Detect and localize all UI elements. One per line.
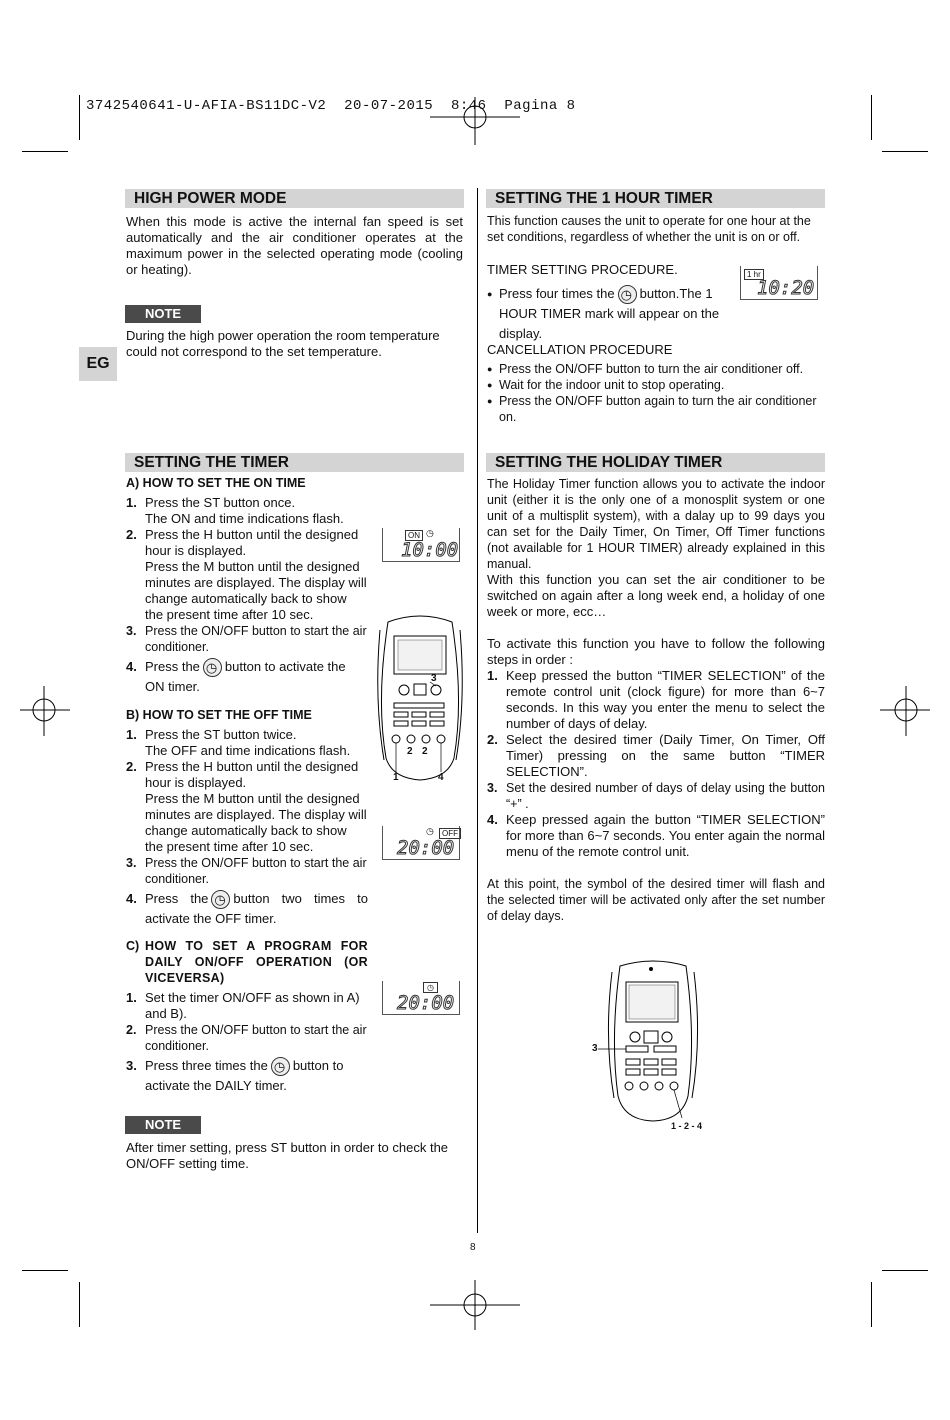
on-time-heading: A) HOW TO SET THE ON TIME xyxy=(126,476,306,490)
lcd-daily-display xyxy=(382,981,460,1015)
lcd-1hr-display xyxy=(740,266,818,300)
callout-4: 4 xyxy=(438,772,444,783)
high-power-title: HIGH POWER MODE xyxy=(125,189,464,208)
crop-mark xyxy=(882,151,928,152)
step-item: 2. Press the H button until the designed hour is displayed. Press the M button until the designed minutes are displayed. The display will change automatically back to show the present time after 10 sec. xyxy=(126,759,367,854)
step-item: 3. Press three times the◷ button to activate the DAILY timer. xyxy=(126,1056,368,1096)
registration-mark xyxy=(20,686,70,736)
step-item: 1. Press the ST button once. The ON and time indications flash. xyxy=(126,495,344,526)
file-header: 3742540641-U-AFIA-BS11DC-V2 20-07-2015 8:46 Pagina 8 xyxy=(86,98,576,114)
high-power-body: When this mode is active the internal fan speed is set automatically and the air conditioner operates at the maximum power in the selected operating mode (cooling or heating). xyxy=(126,214,463,277)
callout-2: 2 xyxy=(407,746,413,757)
crop-mark xyxy=(871,95,872,140)
callout-3: 3 xyxy=(592,1043,598,1054)
holiday-p3: To activate this function you have to follow the following steps in order : xyxy=(487,636,825,667)
page-number: 8 xyxy=(470,1242,476,1253)
lcd-time: 20:00 xyxy=(397,837,455,859)
callout-1-2-4: 1 - 2 - 4 xyxy=(671,1121,703,1131)
step-item: 1. Set the timer ON/OFF as shown in A) and B). xyxy=(126,990,360,1021)
holiday-steps xyxy=(487,668,825,860)
program-steps xyxy=(126,990,368,1096)
crop-mark xyxy=(882,1270,928,1271)
holiday-p1: The Holiday Timer function allows you to activate the indoor unit (either it is the only one of a monosplit system or one unit of a multisplit system), with a dalay up to 99 days you can set for the Daily Timer, On Timer, Off Timer functions (not available for 1 HOUR TIMER) already explained in this manual. xyxy=(487,477,825,571)
step-item: 1. Keep pressed the button “TIMER SELECTION” of the remote control unit (clock figure) for more than 6~7 seconds. In this way you enter the menu to select the number of days of delay. xyxy=(487,668,825,731)
procedure-item: ● Press four times the◷ button.The 1 HOUR TIMER mark will appear on the display. xyxy=(487,284,727,344)
remote-control-illustration xyxy=(598,958,708,1128)
holiday-p4: At this point, the symbol of the desired timer will flash and the selected timer will be activated only after the set number of delay days. xyxy=(487,877,825,923)
cancellation-item: ● Press the ON/OFF button again to turn the air conditioner on. xyxy=(487,393,827,425)
timer-clock-icon xyxy=(211,890,230,909)
step-item: 2. Select the desired timer (Daily Timer, On Timer, Off Timer) pressing on the same button “TIMER SELECTION”. xyxy=(487,732,825,779)
crop-mark xyxy=(22,1270,68,1271)
timer-clock-icon xyxy=(271,1057,290,1076)
clock-indicator-icon: ◷ xyxy=(426,528,434,538)
program-heading: C) HOW TO SET A PROGRAM FOR DAILY ON/OFF OPERATION (OR VICEVERSA) xyxy=(126,939,368,985)
on-indicator: ON xyxy=(405,530,423,541)
cancellation-list xyxy=(487,361,827,425)
registration-mark xyxy=(880,686,930,736)
column-divider xyxy=(477,188,478,1233)
timer-procedure-label: TIMER SETTING PROCEDURE. xyxy=(487,262,678,277)
off-time-heading: B) HOW TO SET THE OFF TIME xyxy=(126,708,312,722)
step-item: 4. Press the◷ button two times to activate the OFF timer. xyxy=(126,889,368,929)
on-time-steps xyxy=(126,495,368,697)
registration-mark xyxy=(430,1280,520,1330)
hour-timer-intro: This function causes the unit to operate for one hour at the set conditions, regardless of whether the unit is on or off. xyxy=(487,214,811,244)
lcd-time: 10:00 xyxy=(401,539,459,561)
hour-timer-title: SETTING THE 1 HOUR TIMER xyxy=(486,189,825,208)
remote-control-illustration xyxy=(370,610,470,790)
note-label: NOTE xyxy=(125,305,201,323)
procedure-list xyxy=(487,284,727,344)
callout-2: 2 xyxy=(422,746,428,757)
step-item: 1. Press the ST button twice. The OFF and time indications flash. xyxy=(126,727,351,758)
holiday-timer-title: SETTING THE HOLIDAY TIMER xyxy=(486,453,825,472)
timer-note: After timer setting, press ST button in order to check the ON/OFF setting time. xyxy=(126,1140,449,1171)
lcd-time: 20:00 xyxy=(397,992,455,1014)
note-label: NOTE xyxy=(125,1116,201,1134)
crop-mark xyxy=(22,151,68,152)
crop-mark xyxy=(871,1282,872,1327)
lcd-on-display xyxy=(382,528,460,562)
timer-clock-icon xyxy=(203,658,222,677)
crop-mark xyxy=(79,95,80,140)
lcd-off-display xyxy=(382,826,460,860)
step-item: 2. Press the H button until the designed hour is displayed. Press the M button until the designed minutes are displayed. The display will change automatically back to show the present time after 10 sec. xyxy=(126,527,367,622)
crop-mark xyxy=(79,1282,80,1327)
step-item: 4. Keep pressed again the button “TIMER SELECTION” for more than 6~7 seconds. You enter again the normal menu of the remote control unit. xyxy=(487,812,825,859)
high-power-note: During the high power operation the room temperature could not correspond to the set temperature. xyxy=(126,328,440,359)
one-hour-indicator: 1 hr xyxy=(744,269,764,280)
cancellation-item: ● Press the ON/OFF button to turn the air conditioner off. xyxy=(487,361,827,377)
callout-3: 3 xyxy=(431,673,437,684)
cancellation-label: CANCELLATION PROCEDURE xyxy=(487,342,673,357)
language-tab: EG xyxy=(79,347,117,381)
step-item: 2. Press the ON/OFF button to start the air conditioner. xyxy=(126,1023,367,1053)
timer-title: SETTING THE TIMER xyxy=(125,453,464,472)
step-item: 3. Press the ON/OFF button to start the air conditioner. xyxy=(126,856,367,886)
cancellation-item: ● Wait for the indoor unit to stop operating. xyxy=(487,377,827,393)
clock-indicator-icon: ◷ xyxy=(426,826,434,836)
holiday-p2: With this function you can set the air conditioner to be switched on again after a long week end, a holiday of one week or more, ecc… xyxy=(487,572,825,619)
timer-clock-icon xyxy=(618,285,637,304)
daily-timer-indicator-icon: ◷ xyxy=(423,982,438,993)
step-item: 4. Press the◷ button to activate the ON timer. xyxy=(126,657,368,697)
off-indicator: OFF xyxy=(439,828,461,839)
off-time-steps xyxy=(126,727,368,929)
step-item: 3. Set the desired number of days of delay using the button “+” . xyxy=(487,781,825,811)
step-item: 3. Press the ON/OFF button to start the air conditioner. xyxy=(126,624,367,654)
callout-1: 1 xyxy=(393,772,399,783)
lcd-time: 10:20 xyxy=(757,277,815,299)
